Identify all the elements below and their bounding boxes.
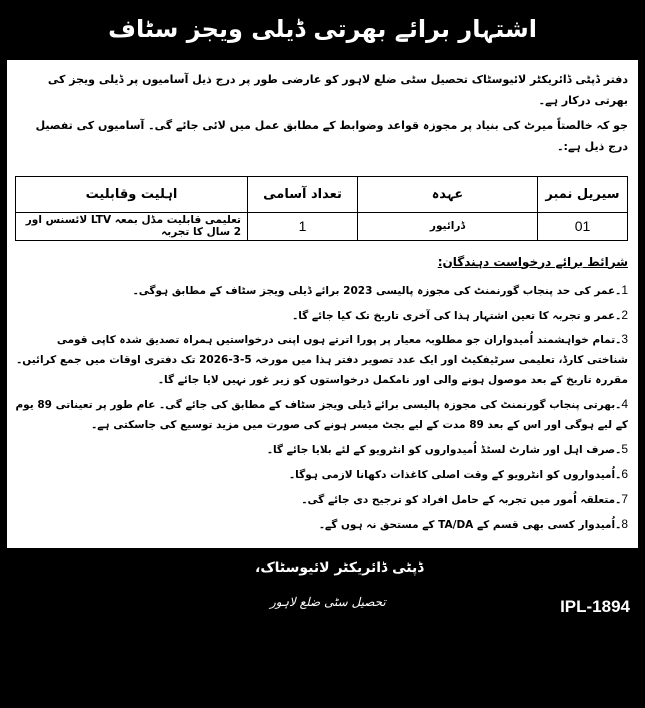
header-qualification: اہلیت وقابلیت [16, 176, 248, 212]
table-row [16, 212, 628, 240]
condition-text: ۔بھرتی پنجاب گورنمنٹ کی مجوزہ پالیسی برائے ڈیلی ویجز سٹاف کے مطابق کی جائے گی۔ عام طور پر تعیناتی 89 یوم کے لیے ہوگی اور اس کے بعد 89 مدت [15, 399, 628, 432]
condition-number: 3 [621, 332, 628, 347]
condition-item [15, 393, 628, 436]
condition-number: 5 [621, 442, 628, 457]
ad-body [5, 58, 640, 550]
condition-item [15, 328, 628, 391]
condition-text-continued: ہذا میں مورخہ 5-3-2026 تک دفتری اوقات میں جمع کرائیں۔ مقررہ تاریخ کے بعد موصول ہونے والی اور نامکمل درخواستوں کو زیر غور نہیں لایا جائے گا۔ [16, 354, 628, 387]
condition-item [15, 438, 628, 461]
cell-count: 1 [248, 212, 358, 240]
condition-text: ۔اُمیدواروں کو انٹرویو کے وقت اصلی کاغذات دکھانا لازمی ہوگا۔ [289, 469, 622, 482]
cell-serial: 01 [538, 212, 628, 240]
condition-number: 7 [621, 492, 628, 506]
ad-code: IPL-1894 [560, 596, 630, 616]
intro-line-2: جو کہ خالصتاً میرٹ کی بنیاد پر مجوزہ قواعد وضوابط کے مطابق عمل میں لائی جائے گی۔ آسامیوں کی تفصیل درج ذیل ہے:۔ [35, 118, 628, 153]
conditions-title: شرائط برائے درخواست دہندگان: [437, 254, 628, 269]
vacancy-table [15, 176, 628, 241]
ad-header [0, 0, 645, 58]
condition-text: ۔تمام خواہشمند اُمیدواران جو مطلوبہ معیار پر پورا اترتے ہوں اپنی درخواستیں ہمراہ تصدیق شدہ کاپی قومی شناختی کارڈ، تعلیمی سرٹیفکیٹ اور ایک عدد تصویر دفتر [56, 334, 628, 367]
condition-text: ۔اُمیدوار کسی بھی قسم کے TA/DA کے مستحق نہ ہوں گے۔ [318, 518, 622, 531]
condition-item [15, 463, 628, 486]
condition-item [15, 279, 628, 302]
cell-qualification: تعلیمی قابلیت مڈل بمعہ LTV لائسنس اور 2 سال کا تجربہ [16, 212, 248, 240]
condition-text: ۔متعلقہ اُمور میں تجربہ کے حامل افراد کو ترجیح دی جائے گی۔ [301, 494, 622, 506]
condition-text: ۔صرف اہل اور شارٹ لسٹڈ اُمیدواروں کو انٹرویو کے لئے بلایا جائے گا۔ [266, 444, 622, 457]
condition-number: 4 [621, 397, 628, 412]
table-header-row [16, 176, 628, 212]
condition-text-continued: کے لیے بجٹ میسر ہونے کی صورت میں مزید توسیع کی جاسکتی ہے۔ [91, 419, 439, 432]
condition-item [15, 513, 628, 536]
ad-title: اشتہار برائے بھرتی ڈیلی ویجز سٹاف [108, 15, 537, 43]
header-serial: سیریل نمبر [538, 176, 628, 212]
header-post: عہدہ [358, 176, 538, 212]
condition-item [15, 488, 628, 511]
signatory-office: تحصیل سٹی ضلع لاہور [270, 594, 386, 609]
condition-number: 2 [621, 307, 628, 322]
signatory-title: ڈپٹی ڈائریکٹر لائیوسٹاک، [255, 559, 424, 576]
condition-item [15, 304, 628, 327]
cell-post: ڈرائیور [358, 212, 538, 240]
condition-text: ۔عمر و تجربہ کا تعین اشتہار ہذا کی آخری تاریخ تک کیا جائے گا۔ [292, 309, 622, 322]
condition-number: 8 [621, 516, 628, 531]
condition-number: 1 [621, 282, 628, 297]
condition-text: ۔عمر کی حد پنجاب گورنمنٹ کی مجوزہ پالیسی 2023 برائے ڈیلی ویجز سٹاف کے مطابق ہوگی۔ [132, 284, 622, 297]
condition-number: 6 [621, 467, 628, 482]
ad-footer [0, 550, 645, 634]
header-count: تعداد آسامی [248, 176, 358, 212]
intro-line-1: دفتر ڈپٹی ڈائریکٹر لائیوسٹاک تحصیل سٹی ضلع لاہور کو عارضی طور پر درج ذیل آسامیوں پر ڈیلی ویجز کی بھرتی درکار ہے۔ [47, 73, 628, 107]
